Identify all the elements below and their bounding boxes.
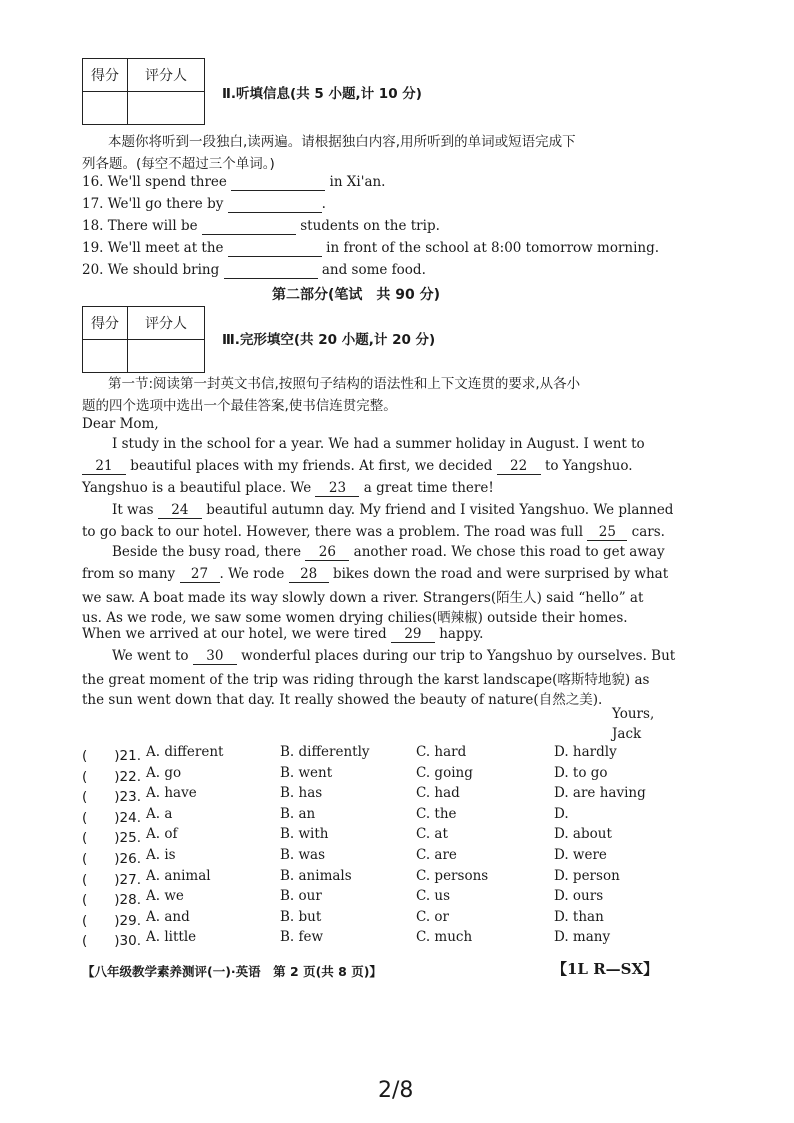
- option-a: A. have: [146, 785, 197, 802]
- option-d: D. than: [554, 908, 604, 925]
- option-d: D. to go: [554, 764, 608, 781]
- score-cell[interactable]: [83, 92, 128, 125]
- letter-line: We went to 30 wonderful places during our trip to Yangshuo by ourselves. But: [112, 648, 676, 664]
- option-d: D. about: [554, 826, 612, 843]
- cloze-blank[interactable]: 23: [315, 480, 359, 497]
- part-2-title: 第二部分(笔试 共 90 分): [272, 287, 441, 303]
- grader-label: 评分人: [128, 59, 205, 92]
- cloze-blank[interactable]: 24: [158, 502, 202, 519]
- option-c: C. the: [416, 805, 457, 822]
- option-d: D. were: [554, 847, 607, 863]
- answer-blank[interactable]: [228, 240, 322, 257]
- question-number[interactable]: ( )23.: [82, 789, 142, 806]
- option-c: C. had: [416, 785, 460, 802]
- option-a: A. of: [146, 826, 178, 843]
- option-c: C. at: [416, 826, 448, 843]
- question-number[interactable]: ( )28.: [82, 892, 142, 909]
- option-b: B. was: [280, 847, 326, 863]
- option-c: C. or: [416, 908, 450, 925]
- question-number[interactable]: ( )24.: [82, 809, 142, 826]
- option-a: A. and: [146, 908, 190, 925]
- score-label: 得分: [83, 59, 128, 92]
- question-number[interactable]: ( )21.: [82, 748, 142, 764]
- question-16: 16. We'll spend three in Xi'an.: [82, 174, 386, 190]
- option-c: C. going: [416, 764, 473, 781]
- page-indicator: 2/8: [378, 1078, 414, 1103]
- option-d: D.: [554, 805, 569, 822]
- section-2-title: Ⅱ.听填信息(共 5 小题,计 10 分): [222, 86, 422, 102]
- section-2-instructions: 本题你将听到一段独白,读两遍。请根据独白内容,用所听到的单词或短语完成下: [108, 134, 576, 150]
- letter-line: from so many 27 . We rode 28 bikes down the road and were surprised by what: [82, 566, 669, 582]
- question-number[interactable]: ( )30.: [82, 933, 142, 950]
- cloze-blank[interactable]: 28: [289, 566, 329, 583]
- grader-cell[interactable]: [128, 92, 205, 125]
- grader-cell[interactable]: [128, 340, 205, 373]
- cloze-blank[interactable]: 25: [587, 524, 627, 541]
- option-d: D. are having: [554, 785, 646, 802]
- cloze-blank[interactable]: 26: [305, 544, 349, 561]
- option-a: A. different: [146, 744, 224, 760]
- option-b: B. few: [280, 929, 324, 946]
- question-number[interactable]: ( )25.: [82, 830, 142, 847]
- option-a: A. go: [146, 764, 182, 781]
- cloze-blank[interactable]: 27: [180, 566, 220, 583]
- section-2-instructions-cont: 列各题。(每空不超过三个单词。): [82, 156, 275, 172]
- question-18: 18. There will be students on the trip.: [82, 218, 440, 234]
- cloze-blank[interactable]: 21: [82, 458, 126, 475]
- option-c: C. persons: [416, 867, 489, 884]
- letter-line: Beside the busy road, there 26 another road. We chose this road to get away: [112, 544, 665, 560]
- letter-line: us. As we rode, we saw some women drying chilies(晒辣椒) outside their homes.: [82, 610, 628, 626]
- question-number[interactable]: ( )29.: [82, 912, 142, 929]
- option-a: A. little: [146, 929, 197, 946]
- footer-left: 【八年级教学素养测评(一)·英语 第 2 页(共 8 页)】: [82, 964, 382, 979]
- option-b: B. our: [280, 888, 322, 905]
- score-box: [82, 58, 205, 125]
- question-17: 17. We'll go there by .: [82, 196, 326, 212]
- section-3-title: Ⅲ.完形填空(共 20 小题,计 20 分): [222, 332, 436, 348]
- letter-line: the sun went down that day. It really showed the beauty of nature(自然之美).: [82, 692, 603, 708]
- option-d: D. many: [554, 929, 611, 946]
- letter-line: 21 beautiful places with my friends. At first, we decided 22 to Yangshuo.: [82, 458, 633, 475]
- option-c: C. are: [416, 847, 457, 863]
- section-3-instructions-cont: 题的四个选项中选出一个最佳答案,使书信连贯完整。: [82, 398, 397, 414]
- answer-blank[interactable]: [202, 218, 296, 235]
- option-a: A. a: [146, 805, 173, 822]
- option-b: B. but: [280, 908, 322, 925]
- letter-line: Yangshuo is a beautiful place. We 23 a great time there!: [82, 480, 494, 496]
- answer-blank[interactable]: [231, 174, 325, 191]
- cloze-blank[interactable]: 29: [391, 626, 435, 643]
- answer-blank[interactable]: [224, 262, 318, 279]
- option-b: B. has: [280, 785, 323, 802]
- question-20: 20. We should bring and some food.: [82, 262, 426, 278]
- letter-signature: Jack: [612, 726, 642, 742]
- option-c: C. much: [416, 929, 473, 946]
- option-d: D. person: [554, 867, 620, 884]
- option-b: B. went: [280, 764, 333, 781]
- option-d: D. hardly: [554, 744, 617, 760]
- option-b: B. with: [280, 826, 329, 843]
- question-number[interactable]: ( )22.: [82, 768, 142, 785]
- option-d: D. ours: [554, 888, 604, 905]
- letter-line: I study in the school for a year. We had a summer holiday in August. I went to: [112, 436, 645, 452]
- option-b: B. differently: [280, 744, 370, 760]
- question-number[interactable]: ( )26.: [82, 851, 142, 867]
- letter-line: to go back to our hotel. However, there was a problem. The road was full 25 cars.: [82, 524, 665, 540]
- score-cell[interactable]: [83, 340, 128, 373]
- grader-label: 评分人: [128, 307, 205, 340]
- letter-line: we saw. A boat made its way slowly down a river. Strangers(陌生人) said “hello” at: [82, 590, 644, 606]
- option-b: B. an: [280, 805, 316, 822]
- option-c: C. us: [416, 888, 451, 905]
- option-a: A. we: [146, 888, 184, 905]
- score-label: 得分: [83, 307, 128, 340]
- letter-line: It was 24 beautiful autumn day. My friend and I visited Yangshuo. We planned: [112, 502, 674, 518]
- option-a: A. is: [146, 847, 176, 863]
- answer-blank[interactable]: [228, 196, 322, 213]
- score-box: [82, 306, 205, 373]
- question-19: 19. We'll meet at the in front of the school at 8:00 tomorrow morning.: [82, 240, 660, 256]
- option-b: B. animals: [280, 867, 352, 884]
- letter-closing: Yours,: [612, 706, 655, 722]
- footer-right: 【1L R—SX】: [552, 960, 659, 978]
- section-3-instructions: 第一节:阅读第一封英文书信,按照句子结构的语法性和上下文连贯的要求,从各小: [108, 376, 581, 392]
- option-c: C. hard: [416, 744, 467, 760]
- letter-line: When we arrived at our hotel, we were tired 29 happy.: [82, 626, 484, 642]
- question-number[interactable]: ( )27.: [82, 871, 142, 888]
- letter-line: the great moment of the trip was riding through the karst landscape(喀斯特地貌) as: [82, 672, 650, 688]
- cloze-blank[interactable]: 22: [497, 458, 541, 475]
- letter-salutation: Dear Mom,: [82, 416, 159, 432]
- option-a: A. animal: [146, 867, 211, 884]
- cloze-blank[interactable]: 30: [193, 648, 237, 665]
